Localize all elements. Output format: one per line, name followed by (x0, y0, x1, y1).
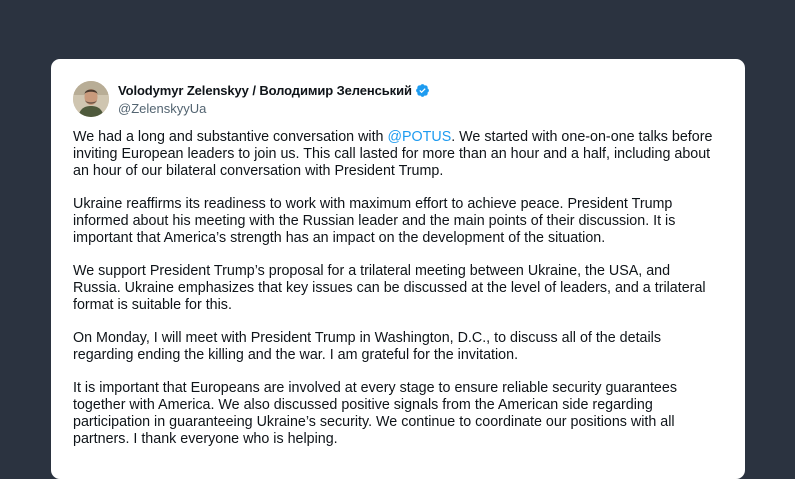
text-line: important that America’s strength has an impact on the development of the situation. (73, 230, 606, 246)
tweet-paragraph-3 (73, 263, 733, 314)
author-display-name[interactable]: Volodymyr Zelenskyy / Володимир Зеленський (118, 83, 412, 98)
text-line: participation in guaranteeing Ukraine’s security. We continue to coordinate our positions with all (73, 414, 675, 430)
tweet-paragraph-4 (73, 330, 733, 364)
text-line: partners. I thank everyone who is helping. (73, 431, 338, 447)
text-line: together with America. We also discussed positive signals from the American side regarding (73, 397, 653, 413)
tweet-text (73, 129, 733, 464)
tweet-card (51, 59, 745, 479)
tweet-paragraph-2 (73, 196, 733, 247)
text-line: We support President Trump’s proposal for a trilateral meeting between Ukraine, the USA, and (73, 263, 671, 279)
author-info (118, 82, 430, 116)
text-line: informed about his meeting with the Russian leader and the main points of their discussion. It is (73, 213, 676, 229)
text-line: format is suitable for this. (73, 297, 232, 313)
tweet-paragraph-5 (73, 380, 733, 448)
verified-badge-icon (415, 83, 430, 98)
text-line: Russia. Ukraine emphasizes that key issues can be discussed at the level of leaders, and a trilateral (73, 280, 706, 296)
text-segment: We had a long and substantive conversation with (73, 129, 388, 145)
avatar[interactable] (73, 81, 109, 117)
tweet-paragraph-1 (73, 129, 733, 180)
text-line: regarding ending the killing and the war. I am grateful for the invitation. (73, 347, 519, 363)
text-line: an hour of our bilateral conversation with President Trump. (73, 163, 444, 179)
tweet-header (73, 81, 713, 121)
author-handle[interactable]: @ZelenskyyUa (118, 101, 207, 116)
mention-link[interactable]: @POTUS (387, 129, 452, 145)
text-line: inviting European leaders to join us. This call lasted for more than an hour and a half, including about (73, 146, 711, 162)
text-line: Ukraine reaffirms its readiness to work with maximum effort to achieve peace. President Trump (73, 196, 673, 212)
text-line: On Monday, I will meet with President Trump in Washington, D.C., to discuss all of the details (73, 330, 662, 346)
text-line: It is important that Europeans are involved at every stage to ensure reliable security guarantees (73, 380, 677, 396)
text-segment: . We started with one-on-one talks before (451, 129, 713, 145)
text-line (73, 129, 733, 146)
